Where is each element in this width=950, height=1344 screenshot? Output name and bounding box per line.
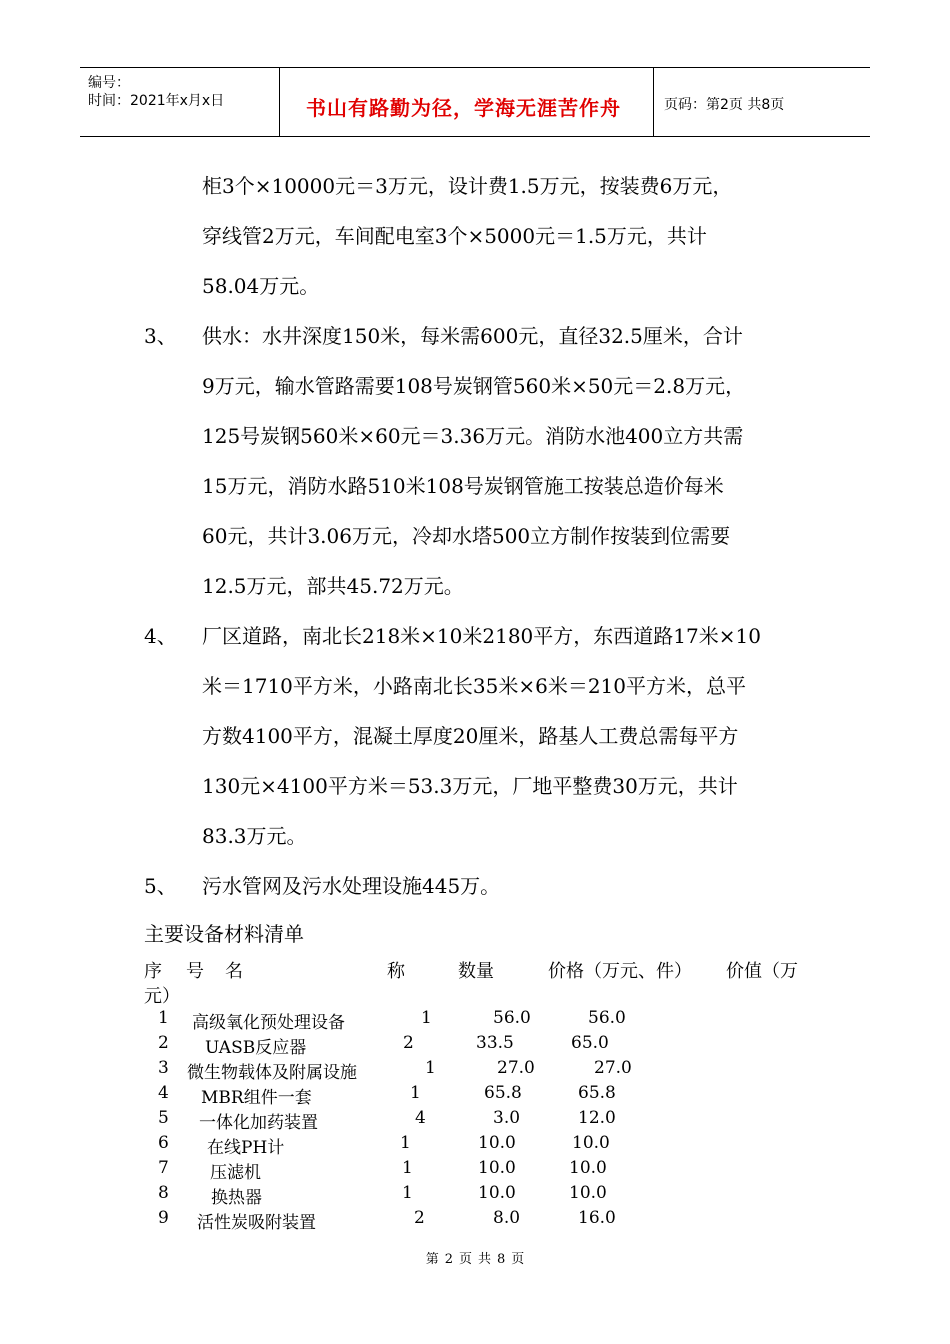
item3-line-2: 9万元，输水管路需要108号炭钢管560米×50元＝2.8万元， [202, 374, 746, 398]
item4-number: 4、 [144, 624, 177, 648]
footer-total: 8 [497, 1252, 506, 1267]
table-cell-name: 活性炭吸附装置 [197, 1213, 316, 1233]
header-price: 价格（万元、件） [548, 961, 692, 982]
code-label: 编号： [88, 75, 130, 91]
table-cell-no: 1 [158, 1008, 169, 1028]
p2-line-2: 穿线管2万元，车间配电室3个×5000元＝1.5万元，共计 [202, 224, 707, 248]
header-value-cont: 元） [144, 986, 180, 1007]
table-cell-value: 10.0 [572, 1133, 610, 1153]
motto-text: 书山有路勤为径，学海无涯苦作舟 [306, 96, 621, 120]
item5-text: 污水管网及污水处理设施445万。 [202, 874, 501, 898]
item3-line-5: 60元，共计3.06万元，冷却水塔500立方制作按装到位需要 [202, 524, 731, 548]
table-cell-value: 65.8 [578, 1083, 616, 1103]
table-cell-value: 65.0 [571, 1033, 609, 1053]
table-cell-price: 10.0 [478, 1158, 516, 1178]
table-cell-price: 10.0 [478, 1183, 516, 1203]
header-page-cell [654, 68, 870, 136]
table-cell-name: 高级氧化预处理设备 [192, 1013, 345, 1033]
header-name-3: 称 [387, 961, 405, 982]
item5-number: 5、 [144, 874, 177, 898]
table-cell-no: 8 [158, 1183, 169, 1203]
item4-line-2: 米＝1710平方米，小路南北长35米×6米＝210平方米，总平 [202, 674, 747, 698]
item4-line-4: 130元×4100平方米＝53.3万元，厂地平整费30万元，共计 [202, 774, 738, 798]
table-cell-price: 10.0 [478, 1133, 516, 1153]
table-title: 主要设备材料清单 [144, 922, 304, 946]
item3-line-6: 12.5万元，部共45.72万元。 [202, 574, 464, 598]
table-cell-qty: 1 [410, 1083, 421, 1103]
table-cell-price: 8.0 [493, 1208, 521, 1228]
header-name-2: 名 [225, 961, 243, 982]
table-cell-price: 27.0 [497, 1058, 535, 1078]
footer-ye1: 页 [458, 1252, 472, 1267]
footer-di: 第 [425, 1252, 439, 1267]
table-cell-qty: 4 [415, 1108, 426, 1128]
header-seq: 序 [144, 961, 162, 982]
table-cell-no: 9 [158, 1208, 169, 1228]
header-value: 价值（万 [726, 961, 798, 982]
table-cell-price: 65.8 [484, 1083, 522, 1103]
item4-line-5: 83.3万元。 [202, 824, 307, 848]
table-cell-no: 5 [158, 1108, 169, 1128]
table-cell-no: 2 [158, 1033, 169, 1053]
header-name-1: 号 [186, 961, 204, 982]
table-cell-value: 27.0 [594, 1058, 632, 1078]
header-motto-cell [280, 68, 654, 136]
table-cell-name: UASB反应器 [205, 1038, 307, 1058]
table-cell-name: 在线PH计 [207, 1138, 285, 1158]
header-qty: 数量 [458, 961, 494, 982]
date-label: 时间：2021年x月x日 [88, 93, 225, 109]
item3-line-1: 供水：水井深度150米，每米需600元，直径32.5厘米，合计 [202, 324, 743, 348]
table-cell-price: 3.0 [493, 1108, 521, 1128]
table-cell-qty: 2 [403, 1033, 414, 1053]
page-footer [0, 1248, 950, 1267]
table-cell-no: 7 [158, 1158, 169, 1178]
table-cell-price: 33.5 [476, 1033, 514, 1053]
table-cell-qty: 1 [402, 1158, 413, 1178]
item4-line-1: 厂区道路，南北长218米×10米2180平方，东西道路17米×10 [202, 624, 761, 648]
document-header [80, 67, 870, 137]
page-label: 页码：第2页 共8页 [664, 97, 785, 113]
header-meta [80, 68, 280, 136]
table-cell-value: 10.0 [569, 1183, 607, 1203]
table-cell-qty: 2 [414, 1208, 425, 1228]
table-cell-name: MBR组件一套 [201, 1088, 312, 1108]
table-cell-value: 10.0 [569, 1158, 607, 1178]
table-cell-value: 16.0 [578, 1208, 616, 1228]
footer-gong: 共 [478, 1252, 492, 1267]
table-cell-name: 压滤机 [210, 1163, 261, 1183]
item4-line-3: 方数4100平方，混凝土厚度20厘米，路基人工费总需每平方 [202, 724, 739, 748]
item3-line-4: 15万元，消防水路510米108号炭钢管施工按装总造价每米 [202, 474, 724, 498]
table-cell-qty: 1 [402, 1183, 413, 1203]
table-cell-price: 56.0 [493, 1008, 531, 1028]
table-cell-qty: 1 [421, 1008, 432, 1028]
footer-page: 2 [444, 1252, 453, 1267]
table-cell-no: 6 [158, 1133, 169, 1153]
p2-line-1: 柜3个×10000元＝3万元，设计费1.5万元，按装费6万元， [202, 174, 733, 198]
item3-number: 3、 [144, 324, 177, 348]
table-cell-qty: 1 [400, 1133, 411, 1153]
p2-line-3: 58.04万元。 [202, 274, 320, 298]
footer-ye2: 页 [511, 1252, 525, 1267]
table-cell-no: 3 [158, 1058, 169, 1078]
table-cell-value: 12.0 [578, 1108, 616, 1128]
table-cell-no: 4 [158, 1083, 169, 1103]
table-cell-value: 56.0 [588, 1008, 626, 1028]
table-cell-name: 微生物载体及附属设施 [187, 1063, 357, 1083]
table-cell-qty: 1 [425, 1058, 436, 1078]
table-cell-name: 一体化加药装置 [199, 1113, 318, 1133]
table-cell-name: 换热器 [211, 1188, 262, 1208]
item3-line-3: 125号炭钢560米×60元＝3.36万元。消防水池400立方共需 [202, 424, 744, 448]
